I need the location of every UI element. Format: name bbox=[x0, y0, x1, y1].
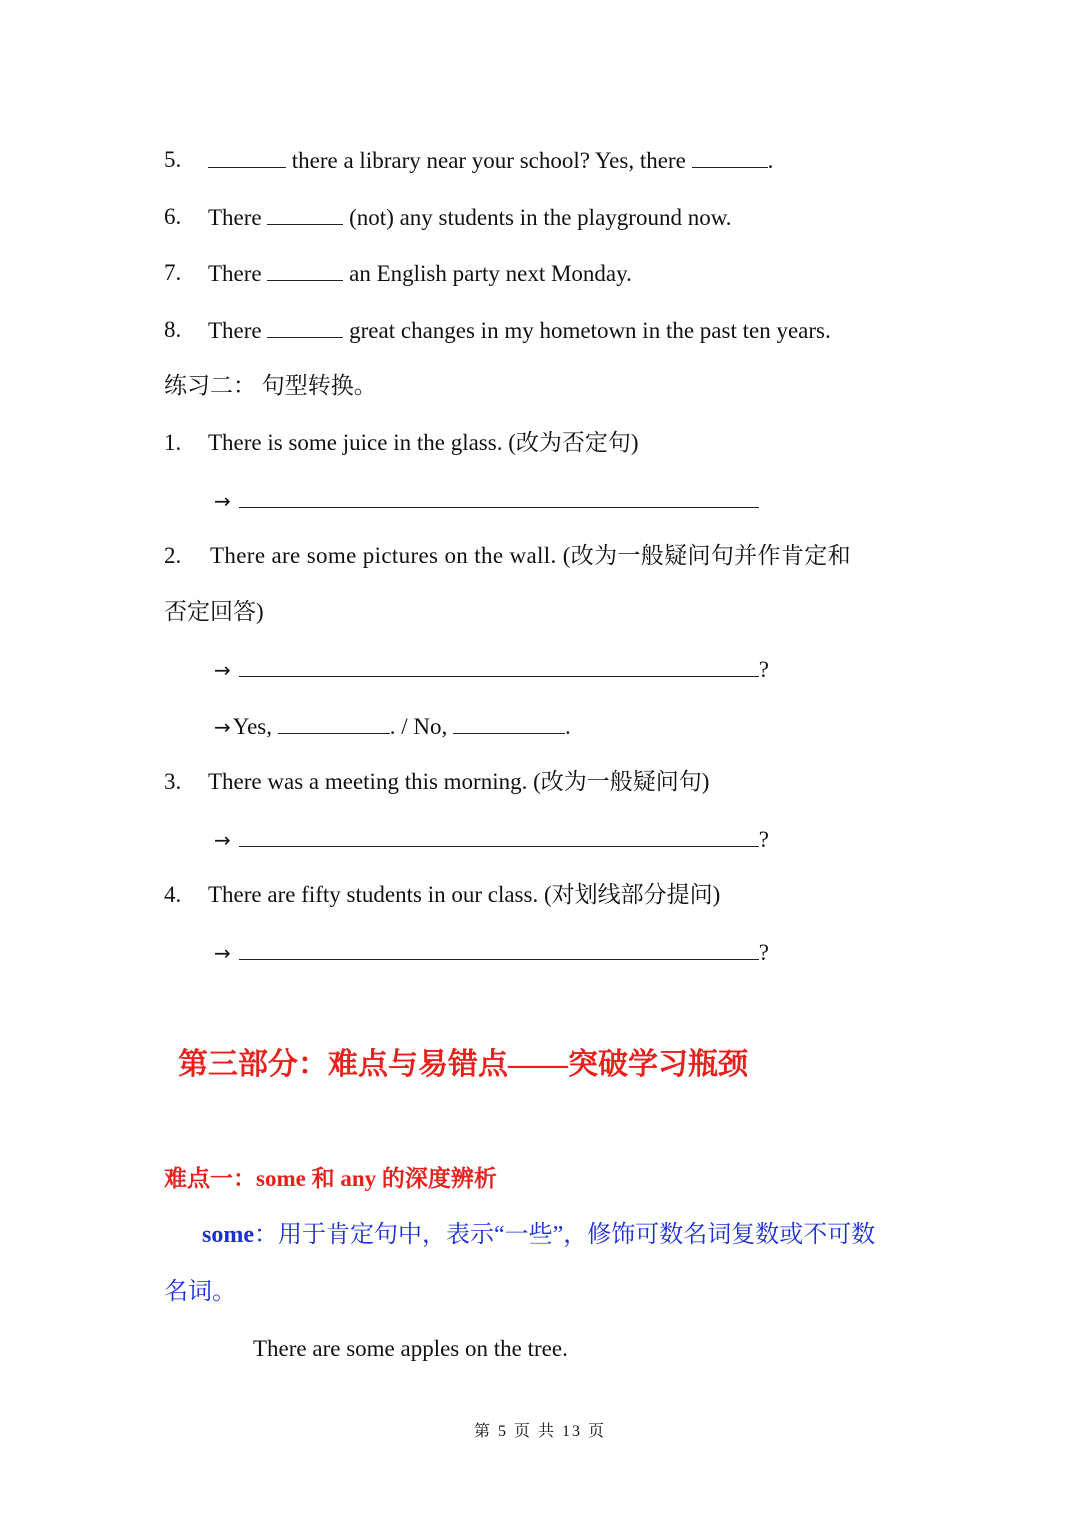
arrow-icon: → bbox=[214, 715, 231, 739]
item-text: there a library near your school? Yes, there bbox=[291, 148, 686, 173]
item-text: There bbox=[208, 205, 262, 230]
answer-blank bbox=[267, 202, 343, 225]
answer-blank bbox=[239, 485, 759, 508]
item-text-end: . bbox=[767, 148, 774, 173]
answer-blank bbox=[239, 937, 759, 960]
arrow-icon: → bbox=[214, 658, 231, 682]
no-label: . / No, bbox=[389, 714, 448, 739]
example-sentence: There are some apples on the tree. bbox=[253, 1336, 568, 1361]
item-text: (not) any students in the playground now. bbox=[349, 205, 732, 230]
answer-blank bbox=[453, 711, 565, 734]
question-mark: ? bbox=[758, 657, 769, 682]
item-number: 5. bbox=[164, 147, 182, 172]
question-mark: ? bbox=[758, 940, 769, 965]
some-description-continued: 名词。 bbox=[164, 1279, 236, 1305]
item-number: 8. bbox=[164, 317, 182, 342]
question-text: There are some pictures on the wall. (改为一般疑问句并作肯定和 bbox=[210, 543, 851, 568]
item-text: There bbox=[208, 318, 262, 343]
question-text: There are fifty students in our class. (对划线部分提问) bbox=[208, 882, 721, 907]
item-text: great changes in my hometown in the past ten years. bbox=[349, 318, 831, 343]
answer-blank bbox=[267, 315, 343, 338]
item-number: 7. bbox=[164, 260, 182, 285]
item-text: an English party next Monday. bbox=[349, 261, 632, 286]
answer-blank bbox=[239, 824, 759, 847]
end-period: . bbox=[564, 714, 571, 739]
item-number: 2. bbox=[164, 543, 182, 568]
yes-label: Yes, bbox=[232, 714, 272, 739]
some-definition bbox=[202, 1220, 875, 1250]
section-heading: 第三部分：难点与易错点——突破学习瓶颈 bbox=[178, 1048, 748, 1081]
arrow-icon: → bbox=[214, 489, 231, 513]
answer-line bbox=[214, 824, 769, 855]
item-number: 3. bbox=[164, 769, 182, 794]
answer-line bbox=[214, 654, 769, 685]
page-footer: 第 5 页 共 13 页 bbox=[473, 1423, 606, 1440]
question-text-continued: 否定回答) bbox=[164, 599, 264, 624]
item-text: There bbox=[208, 261, 262, 286]
answer-line bbox=[214, 937, 769, 968]
item-number: 1. bbox=[164, 430, 182, 455]
question-text: There was a meeting this morning. (改为一般疑问句) bbox=[208, 769, 710, 794]
item-number: 4. bbox=[164, 882, 182, 907]
question-text: There is some juice in the glass. (改为否定句) bbox=[208, 430, 639, 455]
some-term: some bbox=[202, 1222, 254, 1248]
item-number: 6. bbox=[164, 204, 182, 229]
yes-no-answer-line bbox=[214, 711, 571, 742]
some-description: ：用于肯定句中，表示“一些”，修饰可数名词复数或不可数 bbox=[253, 1222, 876, 1248]
answer-blank bbox=[239, 654, 759, 677]
arrow-icon: → bbox=[214, 941, 231, 965]
exercise-title: 练习二： 句型转换。 bbox=[164, 373, 377, 398]
answer-blank bbox=[692, 145, 768, 168]
answer-line bbox=[214, 485, 759, 516]
subsection-heading: 难点一：some 和 any 的深度辨析 bbox=[164, 1166, 497, 1191]
answer-blank bbox=[267, 258, 343, 281]
question-mark: ? bbox=[758, 827, 769, 852]
answer-blank bbox=[208, 145, 286, 168]
arrow-icon: → bbox=[214, 828, 231, 852]
answer-blank bbox=[278, 711, 390, 734]
